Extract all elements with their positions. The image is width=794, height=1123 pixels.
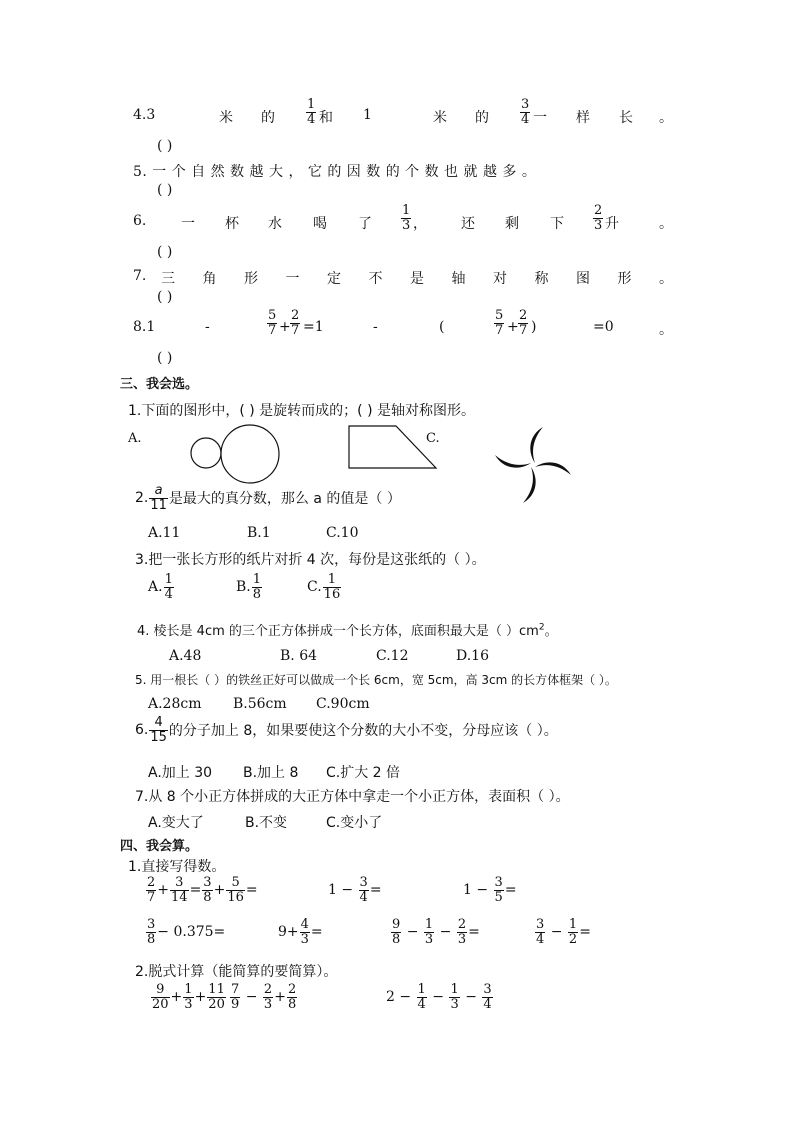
q3-option-c bbox=[307, 573, 342, 613]
q4-text: 米 bbox=[433, 110, 447, 126]
fraction: $\frac{3}{8}$ bbox=[203, 875, 212, 905]
choice-q5: 5. 用一根长（ ）的铁丝正好可以做成一个长 6cm，宽 5cm，高 3cm 的长方体框架（ ）。 bbox=[135, 673, 617, 687]
q7-char: 定 bbox=[327, 271, 341, 287]
answer-blank[interactable]: ( ) bbox=[157, 244, 173, 260]
q6-text: 下 bbox=[550, 216, 564, 232]
fraction: $\frac{9}{20}$ bbox=[152, 982, 169, 1012]
fraction: $\frac{3}{4}$ bbox=[483, 982, 492, 1012]
q8-fraction: $\frac{2}{7}$ bbox=[519, 308, 528, 338]
fraction: $\frac{7}{9}$ bbox=[231, 982, 240, 1012]
fraction: $\frac{9}{8}$ bbox=[392, 917, 401, 947]
q8-text: =1 bbox=[303, 319, 324, 335]
q3-b-fraction: $\frac{1}{8}$ bbox=[252, 572, 262, 602]
choice-q1: 1.下面的图形中，( ) 是旋转而成的；( ) 是轴对称图形。 bbox=[128, 403, 476, 419]
choice-q2 bbox=[135, 484, 401, 524]
q6-text: 了 bbox=[358, 216, 372, 232]
q6-fraction: $\frac{2}{3}$ bbox=[594, 203, 603, 233]
q5-option-b: B.56cm bbox=[233, 696, 287, 712]
fraction: $\frac{5}{16}$ bbox=[227, 875, 244, 905]
tf-q6 bbox=[133, 203, 673, 241]
q6-text: 。 bbox=[659, 216, 673, 232]
calc-step-2: $\frac{7}{9}$ − $\frac{2}{3}$ + $\frac{2}{8}$ bbox=[231, 982, 297, 1012]
q4-option-d: D.16 bbox=[456, 648, 489, 664]
q3-c-fraction: $\frac{1}{16}$ bbox=[323, 572, 341, 602]
q6-text: ， bbox=[413, 216, 427, 232]
q7-option-c: C.变小了 bbox=[326, 815, 383, 831]
q8-text: + bbox=[279, 319, 291, 335]
fraction: $\frac{1}{4}$ bbox=[417, 982, 426, 1012]
q6-text: 剩 bbox=[505, 216, 519, 232]
q7-char: 一 bbox=[285, 271, 300, 287]
q2-option-a: A.11 bbox=[148, 525, 181, 541]
choice-q4 bbox=[137, 620, 558, 639]
q4-end: 。 bbox=[544, 624, 558, 639]
fraction: $\frac{2}{8}$ bbox=[287, 982, 297, 1012]
q3-a-fraction: $\frac{1}{4}$ bbox=[164, 572, 173, 602]
q6-text: 一 bbox=[181, 216, 195, 232]
q6-option-c: C.扩大 2 倍 bbox=[326, 765, 401, 781]
q4-superscript: 2 bbox=[538, 622, 545, 633]
answer-blank[interactable]: ( ) bbox=[157, 350, 173, 366]
pinwheel-figure bbox=[495, 427, 571, 503]
section-3-title: 三、我会选。 bbox=[120, 377, 199, 392]
q7-option-b: B.不变 bbox=[245, 815, 288, 831]
q2-num: 2. bbox=[135, 490, 149, 507]
q8-text: + bbox=[507, 319, 519, 335]
calc-3-8-minus-0375: $\frac{3}{8}$ − 0.375= bbox=[147, 917, 226, 947]
q6-num: 6. bbox=[135, 722, 149, 739]
answer-blank[interactable]: ( ) bbox=[157, 289, 173, 305]
fraction: $\frac{11}{20}$ bbox=[208, 982, 225, 1012]
q4-option-a: A.48 bbox=[169, 648, 202, 664]
answer-blank[interactable]: ( ) bbox=[157, 182, 173, 198]
section-4-title: 四、我会算。 bbox=[120, 839, 199, 854]
q7-option-a: A.变大了 bbox=[148, 815, 204, 831]
q7-char: 不 bbox=[368, 271, 383, 287]
calc-9-plus-4-3: 9+ $\frac{4}{3}$ = bbox=[278, 917, 323, 947]
q4-option-b: B. 64 bbox=[280, 648, 318, 664]
q4-text: 一 bbox=[533, 110, 547, 126]
q6-text: 水 bbox=[268, 216, 282, 232]
q7-char: 形 bbox=[617, 271, 632, 287]
fraction: $\frac{3}{4}$ bbox=[359, 875, 368, 905]
q8-text: =0 bbox=[593, 319, 614, 335]
q8-text: - bbox=[373, 319, 378, 335]
q5-option-a: A.28cm bbox=[148, 696, 202, 712]
calc-row-1: $\frac{2}{7}$ + $\frac{3}{14}$ = $\frac{3}{8}$ + $\frac{5}{16}$ = bbox=[147, 875, 258, 905]
q7-char: 形 bbox=[244, 271, 258, 287]
q8-text: 。 bbox=[659, 322, 673, 338]
q2-text: 是最大的真分数，那么 a 的值是（ ） bbox=[168, 491, 401, 508]
fraction: $\frac{3}{8}$ bbox=[147, 917, 156, 947]
tf-q7 bbox=[133, 268, 678, 290]
fraction: $\frac{3}{4}$ bbox=[536, 917, 545, 947]
q3-a-label: A. bbox=[148, 579, 163, 596]
q8-text: ( bbox=[439, 319, 445, 335]
q4-num: 4.3 bbox=[133, 107, 156, 123]
fraction: $\frac{2}{3}$ bbox=[263, 982, 273, 1012]
fraction: $\frac{3}{14}$ bbox=[171, 875, 188, 905]
q6-fraction: $\frac{1}{3}$ bbox=[402, 203, 411, 233]
q7-char: 。 bbox=[659, 271, 673, 287]
q8-text: ) bbox=[531, 319, 537, 335]
q7-num: 7. bbox=[133, 268, 147, 284]
q6-num: 6. bbox=[133, 213, 147, 229]
q6-option-b: B.加上 8 bbox=[243, 765, 299, 781]
q6-text: 的分子加上 8，如果要使这个分数的大小不变，分母应该（ ）。 bbox=[168, 723, 558, 740]
two-circles-figure bbox=[191, 425, 279, 483]
fraction: $\frac{4}{3}$ bbox=[300, 917, 309, 947]
calc-step-3: 2 − $\frac{1}{4}$ − $\frac{1}{3}$ − $\frac{3}{4}$ bbox=[386, 982, 492, 1012]
q2-option-b: B.1 bbox=[247, 525, 271, 541]
q6-fraction: $\frac{4}{15}$ bbox=[150, 715, 167, 745]
tf-q8 bbox=[133, 307, 673, 347]
q4-fraction: $\frac{1}{4}$ bbox=[307, 97, 316, 127]
calc-1-minus-3-4: 1 − $\frac{3}{4}$ = bbox=[328, 875, 382, 905]
q2-option-c: C.10 bbox=[326, 525, 359, 541]
q4-text: 4. 棱长是 4cm 的三个正方体拼成一个长方体，底面积最大是（ ）cm bbox=[137, 624, 539, 639]
fraction: $\frac{1}{2}$ bbox=[568, 917, 578, 947]
sub-2-title: 2.脱式计算（能简算的要简算）。 bbox=[135, 964, 338, 980]
calc-3-4-minus-1-2: $\frac{3}{4}$ − $\frac{1}{2}$ = bbox=[536, 917, 591, 947]
choice-q6 bbox=[135, 716, 558, 756]
q3-b-label: B. bbox=[236, 579, 251, 596]
q4-fraction: $\frac{3}{4}$ bbox=[521, 97, 530, 127]
q4-option-c: C.12 bbox=[376, 648, 409, 664]
q7-char: 称 bbox=[534, 271, 549, 287]
q7-char: 轴 bbox=[451, 271, 466, 287]
q7-char: 图 bbox=[576, 271, 590, 287]
q4-text: 的 bbox=[475, 110, 489, 126]
q6-text: 杯 bbox=[225, 216, 239, 232]
fraction: $\frac{3}{5}$ bbox=[494, 875, 503, 905]
q7-char: 是 bbox=[410, 271, 424, 287]
fraction: $\frac{2}{3}$ bbox=[457, 917, 467, 947]
fraction: $\frac{1}{3}$ bbox=[424, 917, 434, 947]
q3-c-label: C. bbox=[307, 579, 322, 596]
q4-text: 的 bbox=[261, 110, 275, 126]
calc-1-minus-3-5: 1 − $\frac{3}{5}$ = bbox=[463, 875, 517, 905]
q8-fraction: $\frac{5}{7}$ bbox=[268, 308, 277, 338]
q8-fraction: $\frac{2}{7}$ bbox=[291, 308, 300, 338]
q6-text: 升 bbox=[605, 216, 619, 232]
q6-text: 还 bbox=[461, 216, 475, 232]
choice-q3: 3.把一张长方形的纸片对折 4 次，每份是这张纸的（ ）。 bbox=[135, 552, 486, 568]
q4-text: 1 bbox=[363, 107, 372, 123]
choice-q7: 7.从 8 个小正方体拼成的大正方体中拿走一个小正方体，表面积（ ）。 bbox=[135, 789, 570, 805]
q8-text: - bbox=[205, 319, 210, 335]
fraction: $\frac{1}{3}$ bbox=[450, 982, 459, 1012]
q1-option-c: C. bbox=[426, 431, 440, 446]
calc-step-1: $\frac{9}{20}$ + $\frac{1}{3}$ + $\frac{11}{20}$ bbox=[152, 982, 225, 1012]
fraction: $\frac{2}{7}$ bbox=[147, 875, 156, 905]
q5-option-c: C.90cm bbox=[316, 696, 370, 712]
trapezoid-figure bbox=[349, 426, 436, 468]
q8-num: 8.1 bbox=[133, 319, 156, 335]
fraction: $\frac{1}{3}$ bbox=[184, 982, 193, 1012]
q7-char: 三 bbox=[161, 271, 175, 287]
q1-option-a: A. bbox=[128, 431, 142, 446]
q8-fraction: $\frac{5}{7}$ bbox=[495, 308, 504, 338]
q7-char: 对 bbox=[493, 271, 507, 287]
tf-q5: 5. 一 个 自 然 数 越 大 ， 它 的 因 数 的 个 数 也 就 越 多 。 bbox=[133, 164, 537, 180]
calc-9-8-minus: $\frac{9}{8}$ − $\frac{1}{3}$ − $\frac{2}{3}$ = bbox=[392, 917, 480, 947]
q6-text: 喝 bbox=[313, 216, 327, 232]
q2-fraction: $\frac{a}{11}$ bbox=[150, 483, 167, 513]
tf-q4 bbox=[133, 97, 673, 133]
q4-text: 长 bbox=[619, 110, 633, 126]
q6-option-a: A.加上 30 bbox=[148, 765, 213, 781]
q4-text: 样 bbox=[576, 110, 590, 126]
q7-char: 角 bbox=[202, 271, 217, 287]
sub-1-title: 1.直接写得数。 bbox=[128, 859, 226, 875]
q4-text: 和 bbox=[319, 110, 333, 126]
answer-blank[interactable]: ( ) bbox=[157, 138, 173, 154]
q3-option-a bbox=[148, 573, 175, 613]
q4-text: 米 bbox=[219, 110, 233, 126]
q4-text: 。 bbox=[659, 110, 673, 126]
q3-option-b bbox=[236, 573, 263, 613]
